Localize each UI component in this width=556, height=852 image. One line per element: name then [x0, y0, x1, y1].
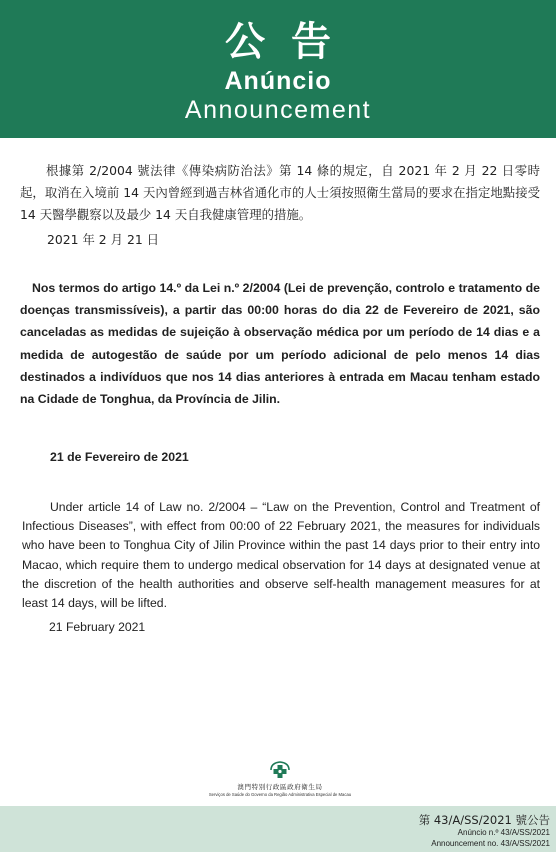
health-bureau-emblem-icon: [267, 760, 293, 780]
health-bureau-logo: [195, 760, 365, 802]
page-title-pt: Anúncio: [224, 67, 332, 95]
page-title-en: Announcement: [184, 96, 372, 124]
announcement-number-zh: 第 43/A/SS/2021 號公告: [418, 813, 550, 827]
page-title-zh: 公告: [225, 19, 357, 65]
announcement-text-pt: Nos termos do artigo 14.º da Lei n.º 2/2004 (Lei de prevenção, controlo e tratamento de doenças transmissíveis), a partir das 00:00 horas do dia 22 de Fevereiro de 2021, são canceladas as medidas de sujeição à observação médica por um período de 14 dias e a medida de autogestão de saúde por um período adicional de pelo menos 14 dias destinados a indivíduos que nos 14 dias anteriores à entrada em Macau tenham estado na Cidade de Tonghua, da Província de Jilin.: [20, 281, 540, 407]
announcement-date-zh: 2021 年 2 月 21 日: [47, 232, 160, 247]
health-bureau-name-pt: Serviços de Saúde do Governo da Região Administrativa Especial de Macau: [208, 792, 352, 797]
announcement-date-en: 21 February 2021: [49, 620, 146, 634]
announcement-date-pt: 21 de Fevereiro de 2021: [50, 450, 189, 464]
announcement-number-pt: Anúncio n.º 43/A/SS/2021: [457, 828, 550, 837]
announcement-text-en: Under article 14 of Law no. 2/2004 – “Law on the Prevention, Control and Treatment of Infectious Diseases”, with effect from 00:00 of 22 February 2021, the measures for individuals who have been to Tonghua City of Jilin Province within the past 14 days prior to their entry into Macao, which require them to undergo medical observation for 14 days at designated venue at the discretion of the health authorities and observe self-health management measures for at least 14 days, will be lifted.: [22, 500, 540, 611]
health-bureau-name-zh: 澳門特別行政區政府衛生局: [237, 783, 323, 791]
announcement-text-zh: 根據第 2/2004 號法律《傳染病防治法》第 14 條的規定，自 2021 年 2 月 22 日零時起，取消在入境前 14 天內曾經到過吉林省通化市的人士須按照衛生當局的要求在指定地點接受 14 天醫學觀察以及最少 14 天自我健康管理的措施。: [20, 163, 540, 222]
header-banner: [0, 0, 556, 138]
announcement-number-en: Announcement no. 43/A/SS/2021: [431, 839, 550, 848]
footer-bar: [0, 806, 556, 852]
